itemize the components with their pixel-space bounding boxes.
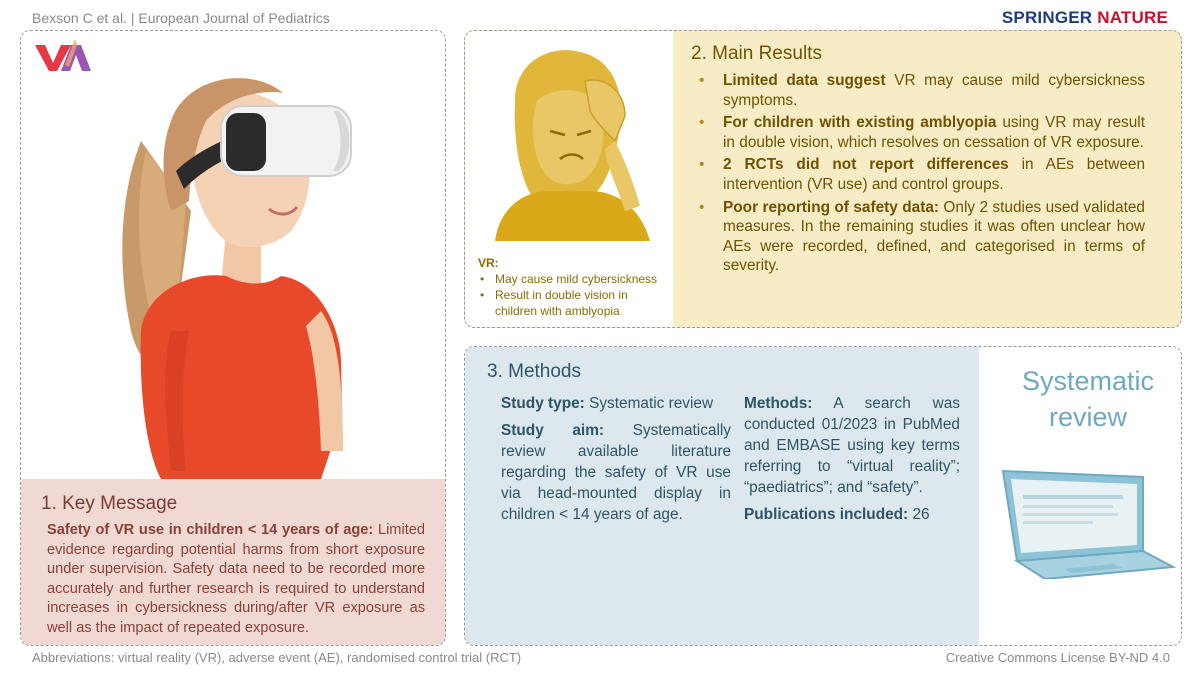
study-aim: [501, 420, 731, 525]
result-item-text: in AEs between intervention (VR use) and control groups.: [723, 156, 1145, 193]
result-item: [691, 155, 1145, 194]
result-item-bold: Limited data suggest: [723, 72, 886, 89]
publisher-logo-part1: SPRINGER: [1001, 8, 1093, 27]
main-results-list: [691, 71, 1145, 276]
methods-column-right: [744, 393, 960, 531]
main-results-content: [673, 31, 1181, 327]
study-type-label: Study type:: [501, 395, 585, 412]
result-item-text: VR may cause mild cybersickness symptoms.: [723, 72, 1145, 109]
child-vr-illustration: [21, 31, 446, 479]
vr-caption-item: • Result in double vision in children with amblyopia: [478, 287, 673, 319]
result-item-bold: For children with existing amblyopia: [723, 114, 997, 132]
vr-caption-item: • May cause mild cybersickness: [478, 271, 673, 287]
key-message-body: Limited evidence regarding potential harms from short exposure under supervision. Safety data need to be recorded more accurately and further research is required to understand increases in cybersickness during/after VR exposure as well as the impact of repeated exposure.: [47, 522, 425, 636]
key-message-text: [47, 521, 425, 638]
publications-included: [744, 504, 960, 525]
laptop-icon: [993, 467, 1179, 579]
methods-value: A search was conducted 01/2023 in PubMed and EMBASE using key terms referring to “virtual reality”; “paediatrics”; and “safety”.: [744, 395, 960, 496]
study-type-value: Systematic review: [584, 395, 714, 412]
publications-value: 26: [908, 506, 930, 523]
systematic-review-label: Systematic review: [1021, 366, 1155, 432]
key-message-box: [21, 479, 445, 646]
study-aim-label: Study aim:: [501, 422, 605, 439]
vr-caption-heading: VR:: [478, 256, 499, 270]
child-vr-photo: [21, 31, 445, 479]
result-item: [691, 71, 1145, 110]
publisher-logo-part2: NATURE: [1097, 8, 1168, 27]
vr-caption: [478, 255, 673, 319]
vr-caption-list: [478, 271, 673, 319]
methods-description: [744, 393, 960, 498]
methods-column-left: [501, 393, 731, 531]
publications-label: Publications included:: [744, 506, 909, 523]
result-item-bold: Poor reporting of safety data:: [723, 198, 940, 216]
study-aim-value: Systematically review available literature regarding the safety of VR use via head-mounted display in children < 14 years of age.: [501, 422, 731, 523]
result-item-text: using VR may result in double vision, which resolves on cessation of VR exposure.: [723, 114, 1145, 151]
result-item: [691, 113, 1145, 152]
main-results-panel: [464, 30, 1182, 328]
publisher-logo: [1002, 8, 1168, 28]
study-type: [501, 393, 731, 414]
methods-panel: [464, 346, 1182, 646]
result-item-bold: 2 RCTs did not report differences: [723, 156, 1009, 174]
methods-label: Methods:: [744, 395, 813, 412]
citation: Bexson C et al. | European Journal of Pediatrics: [32, 10, 330, 26]
key-message-panel: [20, 30, 446, 646]
result-item-text: Only 2 studies used validated measures. In the remaining studies it was often unclear how AEs were recorded, defined, and categorised in terms of severity.: [723, 198, 1145, 275]
headache-illustration-area: [465, 31, 673, 327]
key-message-lead: Safety of VR use in children < 14 years of age:: [47, 522, 374, 538]
main-results-title: 2. Main Results: [691, 43, 822, 64]
license: Creative Commons License BY-ND 4.0: [945, 650, 1170, 665]
headache-child-icon: [465, 31, 673, 251]
result-item: [691, 198, 1145, 276]
methods-title: 3. Methods: [487, 361, 581, 382]
abbreviations: Abbreviations: virtual reality (VR), adverse event (AE), randomised control trial (RCT): [32, 650, 522, 665]
key-message-title: 1. Key Message: [41, 493, 178, 514]
va-logo-icon: [35, 39, 91, 71]
